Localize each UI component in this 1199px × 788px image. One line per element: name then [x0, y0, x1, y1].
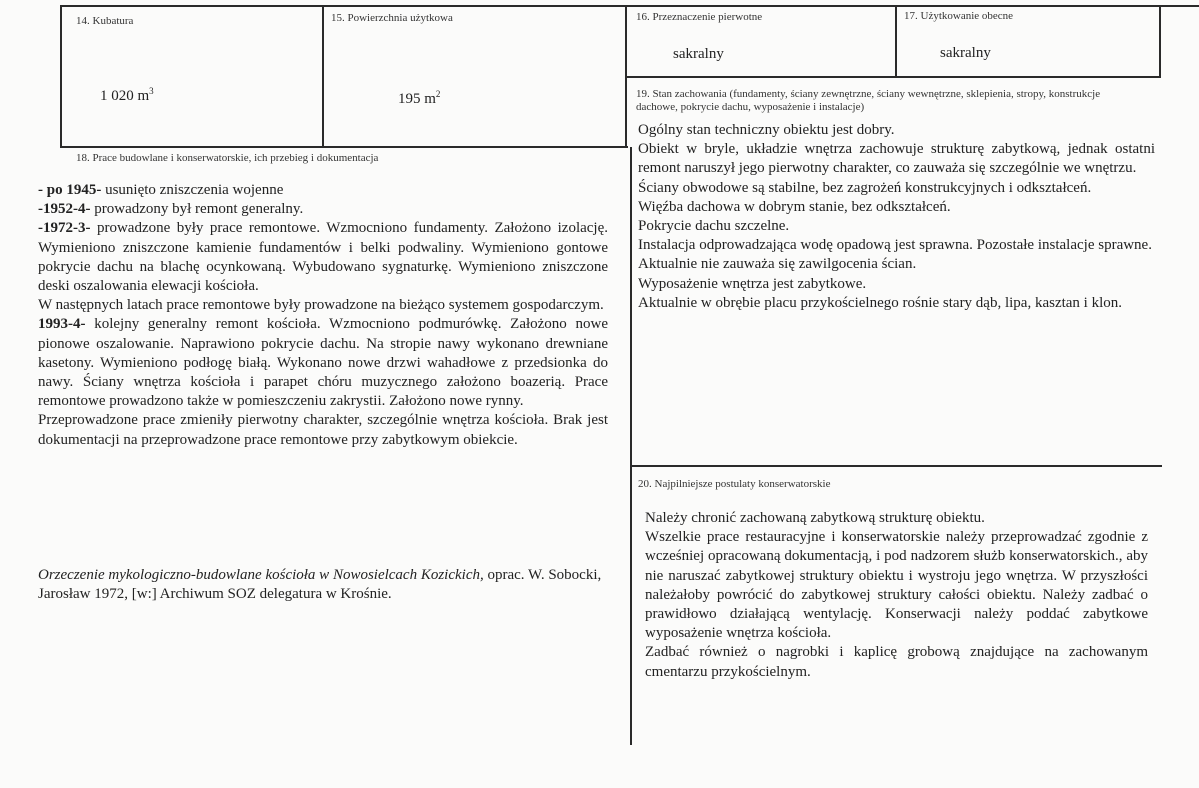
uzytkowanie-label: 17. Użytkowanie obecne: [904, 10, 1014, 22]
stan-line: Ściany obwodowe są stabilne, bez zagrożeń konstrukcyjnych i odkształceń.: [638, 179, 1092, 196]
prace-item-text: prowadzone były prace remontowe. Wzmocniono fundamenty. Założono izolację. Wymieniono zniszczone kamienie fundamentów i belki podwaliny. Wymieniono gontowe pokrycie dachu na blachę ocynkowaną. Wybudowano sygnaturkę. Wymieniono zniszczone deski oszalowania elewacji kościoła.: [38, 220, 608, 295]
stan-line: Wyposażenie wnętrza jest zabytkowe.: [638, 275, 867, 292]
prace-item-text: kolejny generalny remont kościoła. Wzmocniono podmurówkę. Założono nowe pionowe oszalowanie. Naprawiono pokrycie dachu. Na stropie nawy wykonano drewniane kasetony. Wymieniono podłogę białą. Wykonano nowe drzwi wahadłowe z przedsionka do nawy. Ściany wnętrza kościoła i parapet chóru muzycznego założono boazerią. Prace remontowe prowadzono także w pomieszczeniu zakrystii. Założono nowe rynny.: [38, 316, 608, 410]
prace-item: [38, 181, 608, 200]
divider-16-17: [895, 5, 897, 77]
kubatura-value: [100, 88, 154, 105]
przeznaczenie-label: 16. Przeznaczenie pierwotne: [636, 11, 763, 23]
rule-under-14-15: [60, 146, 628, 148]
prace-item: [38, 200, 608, 219]
citation-source: oprac. W. Sobocki, Jarosław 1972, [w:] Archiwum SOZ delegatura w Krośnie.: [38, 567, 602, 603]
stan-line: Ogólny stan techniczny obiektu jest dobry.: [638, 122, 895, 138]
divider-14-15: [322, 5, 324, 147]
prace-item: [38, 315, 608, 411]
postulaty-label: 20. Najpilniejsze postulaty konserwatorskie: [638, 478, 831, 490]
citation-line: [38, 566, 608, 604]
stan-body: [638, 121, 1155, 313]
citation-title: Orzeczenie mykologiczno-budowlane kościoła w Nowosielcach Kozickich,: [38, 567, 484, 583]
rule-under-16-17: [625, 76, 1161, 78]
prace-body: [38, 181, 608, 450]
prace-item-text: Przeprowadzone prace zmieniły pierwotny charakter, szczególnie wnętrza kościoła. Brak jest dokumentacji na przeprowadzone prace remontowe przy zabytkowym obiekcie.: [38, 412, 608, 448]
powierzchnia-value: [398, 91, 440, 108]
prace-item-date: -1952-4-: [38, 201, 91, 218]
uzytkowanie-value: sakralny: [940, 45, 991, 61]
powierzchnia-label: 15. Powierzchnia użytkowa: [331, 12, 453, 24]
przeznaczenie-value: sakralny: [673, 46, 724, 62]
powierzchnia-number: 195 m: [398, 91, 436, 107]
prace-item-text: W następnych latach prace remontowe były prowadzone na bieżąco systemem gospodarczym.: [38, 297, 604, 314]
prace-item-date: 1993-4-: [38, 316, 86, 333]
prace-citation: [38, 566, 608, 604]
kubatura-number: 1 020 m: [100, 88, 150, 104]
prace-item: [38, 296, 608, 315]
stan-line: Aktualnie w obrębie placu przykościelnego rośnie stary dąb, lipa, kasztan i klon.: [638, 294, 1123, 311]
stan-line: Pokrycie dachu szczelne.: [638, 218, 790, 235]
stan-line: Instalacja odprowadzająca wodę opadową jest sprawna. Pozostałe instalacje sprawne.: [638, 237, 1152, 254]
kubatura-unit-exponent: 3: [149, 86, 154, 96]
prace-item-date: - po 1945-: [38, 182, 102, 198]
postulaty-line: Wszelkie prace restauracyjne i konserwatorskie należy przeprowadzać zgodnie z wcześniej opracowaną dokumentacją, i pod nadzorem służb konserwatorskich., aby nie naruszać zabytkowej struktury obiektu i wystroju jego wnętrza. W przyszłości należałoby powrócić do zabytkowej struktury całości obiektu. Należy zadbać o prawidłowo działającą wentylację. Konserwacji należy poddać zabytkowe wyposażenie wnętrza kościoła.: [645, 529, 1148, 642]
postulaty-body: [645, 509, 1148, 682]
stan-label: 19. Stan zachowania (fundamenty, ściany zewnętrzne, ściany wewnętrzne, sklepienia, stropy, konstrukcje dachowe, pokrycie dachu, wyposażenie i instalacje): [636, 88, 1101, 113]
prace-item-date: -1972-3-: [38, 220, 91, 237]
center-divider-lower: [630, 147, 632, 745]
kubatura-label: 14. Kubatura: [76, 15, 134, 27]
top-rule: [60, 5, 1199, 7]
left-border: [60, 5, 62, 147]
right-border-top: [1159, 5, 1161, 77]
prace-label: 18. Prace budowlane i konserwatorskie, ich przebieg i dokumentacja: [76, 152, 379, 164]
rule-above-20: [630, 465, 1162, 467]
prace-item-text: usunięto zniszczenia wojenne: [101, 182, 284, 198]
stan-line: Obiekt w bryle, układzie wnętrza zachowuje strukturę zabytkową, jednak ostatni remont naruszył jego pierwotny charakter, co zauważa się szczególnie we wnętrzu.: [638, 141, 1155, 177]
stan-line: Więźba dachowa w dobrym stanie, bez odkształceń.: [638, 198, 951, 215]
postulaty-line: Zadbać również o nagrobki i kaplicę grobową znajdujące na zachowanym cmentarzu przykościelnym.: [645, 644, 1148, 680]
powierzchnia-unit-exponent: 2: [435, 89, 441, 99]
prace-item: [38, 411, 608, 449]
stan-line: Aktualnie nie zauważa się zawilgocenia ścian.: [638, 256, 917, 273]
postulaty-line: Należy chronić zachowaną zabytkową strukturę obiektu.: [645, 510, 985, 526]
prace-item-text: prowadzony był remont generalny.: [90, 201, 304, 218]
prace-item: [38, 219, 608, 296]
